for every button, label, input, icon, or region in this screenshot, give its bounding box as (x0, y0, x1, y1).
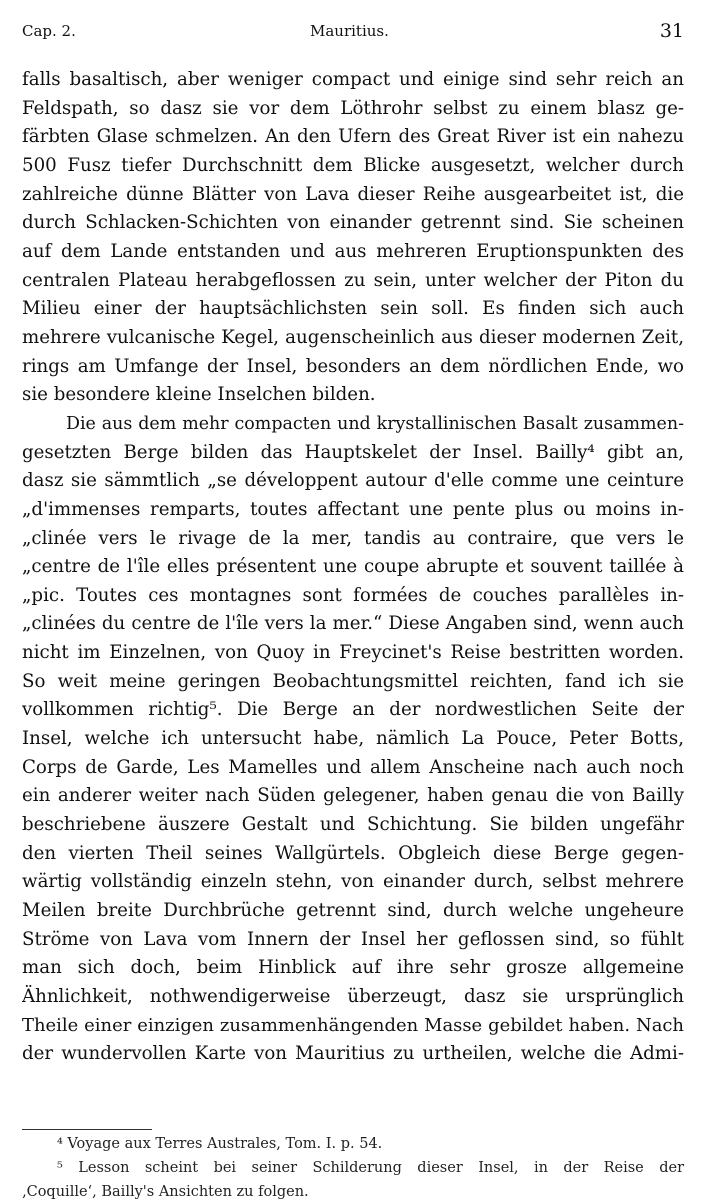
text-line: „d'immenses remparts, toutes affectant une pente plus ou moins in- (22, 498, 684, 520)
text-line: Corps de Garde, Les Mamelles und allem Anscheine nach auch noch (22, 756, 684, 778)
running-title: Mauritius. (310, 22, 389, 40)
text-line: ein anderer weiter nach Süden gelegener, haben genau die von Bailly (22, 785, 684, 807)
footnote-4: ⁴ Voyage aux Terres Australes, Tom. I. p. 54. (57, 1136, 383, 1152)
text-line: auf dem Lande entstanden und aus mehreren Eruptionspunkten des (22, 240, 684, 262)
text-line: der wundervollen Karte von Mauritius zu urtheilen, welche die Admi- (22, 1043, 684, 1065)
text-line: den vierten Theil seines Wallgürtels. Obgleich diese Berge gegen- (22, 842, 684, 864)
text-line: vollkommen richtig⁵. Die Berge an der nordwestlichen Seite der (22, 699, 684, 721)
text-line: Ströme von Lava vom Innern der Insel her geflossen sind, so fühlt (22, 928, 684, 950)
chapter-label: Cap. 2. (22, 22, 76, 40)
text-line: falls basaltisch, aber weniger compact und einige sind sehr reich an (22, 69, 684, 90)
text-line: färbten Glase schmelzen. An den Ufern des Great River ist ein nahezu (22, 126, 684, 148)
text-line: dasz sie sämmtlich „se développent autour d'elle comme une ceinture (22, 470, 684, 492)
text-line: gesetzten Berge bilden das Hauptskelet der Insel. Bailly⁴ gibt an, (22, 441, 684, 463)
running-header (22, 20, 684, 46)
text-line: „centre de l'île elles présentent une coupe abrupte et souvent taillée à (22, 556, 684, 578)
text-line: Insel, welche ich untersucht habe, nämlich La Pouce, Peter Botts, (22, 728, 684, 750)
text-line: wärtig vollständig einzeln stehn, von einander durch, selbst mehrere (22, 871, 684, 893)
paragraph-start-line: Die aus dem mehr compacten und krystallinischen Basalt zusammen- (66, 413, 684, 434)
text-line: „pic. Toutes ces montagnes sont formées de couches parallèles in- (22, 584, 684, 606)
text-line: So weit meine geringen Beobachtungsmittel reichten, fand ich sie (22, 670, 684, 692)
footnote-divider (22, 1129, 152, 1130)
paragraph-end-line: sie besondere kleine Inselchen bilden. (22, 384, 376, 406)
text-line: man sich doch, beim Hinblick auf ihre sehr grosze allgemeine (22, 957, 684, 979)
text-line: nicht im Einzelnen, von Quoy in Freycinet's Reise bestritten worden. (22, 642, 684, 664)
footnotes (22, 1132, 684, 1204)
text-line: beschriebene äuszere Gestalt und Schichtung. Sie bilden ungefähr (22, 814, 684, 836)
text-line: „clinées du centre de l'île vers la mer.“ Diese Angaben sind, wenn auch (22, 613, 684, 635)
footnote-5: ⁵ Lesson scheint bei seiner Schilderung dieser Insel, in der Reise der (57, 1160, 684, 1176)
text-line: durch Schlacken-Schichten von einander getrennt sind. Sie scheinen (22, 212, 684, 234)
page-number: 31 (659, 20, 684, 42)
text-line: zahlreiche dünne Blätter von Lava dieser Reihe ausgearbeitet ist, die (22, 183, 684, 205)
footnote-5-continuation: ‚Coquille‘, Bailly's Ansichten zu folgen. (22, 1184, 309, 1200)
text-line: Meilen breite Durchbrüche getrennt sind, durch welche ungeheure (22, 900, 684, 922)
text-line: Feldspath, so dasz sie vor dem Löthrohr selbst zu einem blasz ge- (22, 97, 684, 119)
text-line: Ähnlichkeit, nothwendigerweise überzeugt, dasz sie ursprünglich (22, 986, 684, 1007)
text-line: „clinée vers le rivage de la mer, tandis au contraire, que vers le (22, 527, 684, 549)
text-line: mehrere vulcanische Kegel, augenscheinlich aus dieser modernen Zeit, (22, 326, 684, 348)
text-line: Milieu einer der hauptsächlichsten sein soll. Es finden sich auch (22, 298, 684, 320)
text-line: rings am Umfange der Insel, besonders an dem nördlichen Ende, wo (22, 355, 684, 377)
text-line: centralen Plateau herabgeflossen zu sein, unter welcher der Piton du (22, 269, 684, 291)
text-line: 500 Fusz tiefer Durchschnitt dem Blicke ausgesetzt, welcher durch (22, 154, 684, 176)
text-line: Theile einer einzigen zusammenhängenden Masse gebildet haben. Nach (22, 1014, 684, 1036)
body-text (22, 66, 684, 1069)
